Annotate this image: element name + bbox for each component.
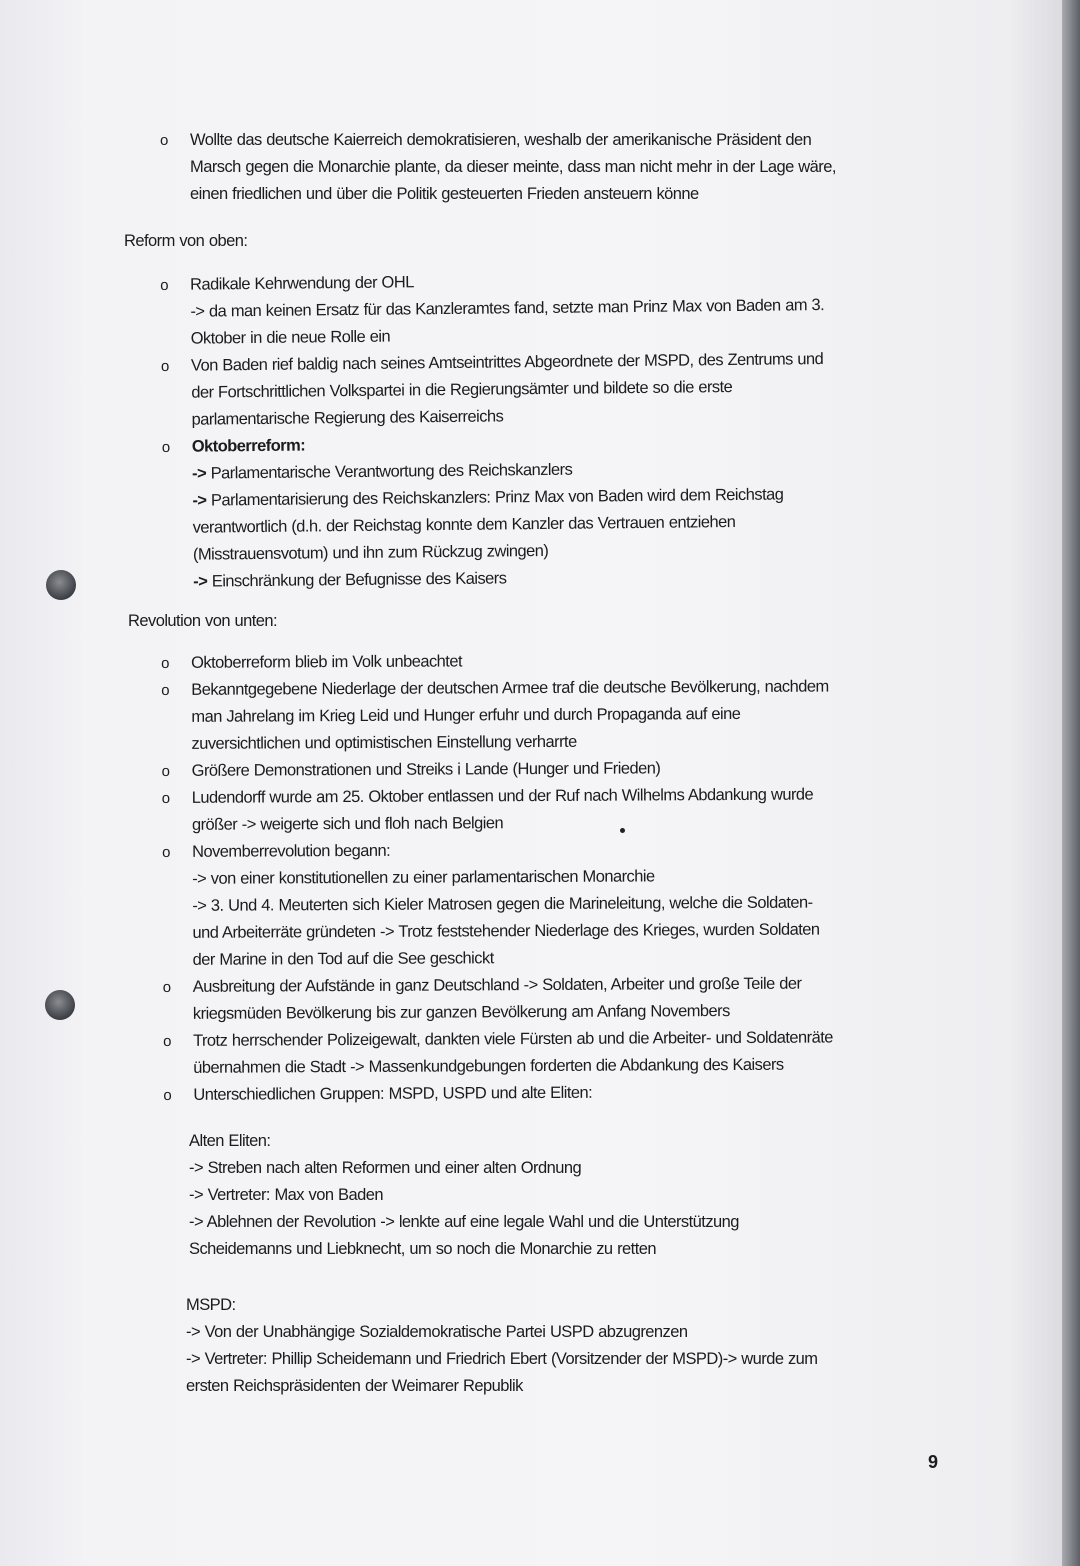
line-text: Marsch gegen die Monarchie plante, da dieser meinte, dass man nicht mehr in der Lage wäre, xyxy=(190,158,836,176)
text-line xyxy=(193,970,833,1000)
text-line xyxy=(190,154,836,181)
line-text: MSPD: xyxy=(186,1296,236,1314)
line-text: Radikale Kehrwendung der OHL xyxy=(190,273,414,294)
list-item xyxy=(160,265,825,353)
list-item xyxy=(162,781,832,839)
line-text: ersten Reichspräsidenten der Weimarer Republik xyxy=(186,1377,523,1395)
text-line xyxy=(189,1128,739,1155)
list-item xyxy=(161,346,826,434)
line-text: -> Von der Unabhängige Sozialdemokratische Partei USPD abzugrenzen xyxy=(186,1323,688,1341)
text-line xyxy=(192,862,832,892)
line-text: Oktoberreform blieb im Volk unbeachtet xyxy=(191,652,463,672)
intro-section xyxy=(160,127,836,208)
line-text: -> 3. Und 4. Meuterten sich Kieler Matrosen gegen die Marineleitung, welche die Soldaten- xyxy=(192,893,813,915)
text-line xyxy=(186,1292,818,1319)
page-edge xyxy=(1062,0,1080,1566)
bullet-icon: o xyxy=(161,654,169,672)
text-line xyxy=(191,727,831,757)
line-text: Trotz herrschender Polizeigewalt, dankten viele Fürsten ab und die Arbeiter- und Soldatenräte xyxy=(192,1028,833,1050)
revolution-section xyxy=(161,646,833,1109)
text-line xyxy=(192,808,832,838)
page-number: 9 xyxy=(928,1452,939,1472)
line-text: -> da man keinen Ersatz für das Kanzleramtes fand, setzte man Prinz Max von Baden am 3. xyxy=(190,296,825,321)
heading-revolution-von-unten: Revolution von unten: xyxy=(128,612,278,630)
text-line xyxy=(189,1182,739,1209)
text-line xyxy=(193,1078,833,1108)
line-text: kriegsmüden Bevölkerung bis zur ganzen Bevölkerung am Anfang Novembers xyxy=(192,1002,730,1023)
line-text: Ludendorff wurde am 25. Oktober entlassen und der Ruf nach Wilhelms Abdankung wurde xyxy=(191,785,814,807)
list-item xyxy=(161,673,831,758)
line-text: -> Vertreter: Phillip Scheidemann und Friedrich Ebert (Vorsitzender der MSPD)-> wurde zum xyxy=(186,1350,818,1368)
line-text: Parlamentarisierung des Reichskanzlers: Prinz Max von Baden wird dem Reichstag xyxy=(206,485,784,510)
bullet-icon: o xyxy=(161,789,170,807)
bullet-icon: o xyxy=(160,132,168,149)
text-line xyxy=(191,673,831,703)
list-item xyxy=(163,1078,833,1109)
bullet-icon: o xyxy=(163,1086,172,1104)
line-text: übernahmen die Stadt -> Massenkundgebungen forderten die Abdankung des Kaisers xyxy=(193,1055,784,1077)
text-line xyxy=(186,1319,818,1346)
line-text: -> Streben nach alten Reformen und einer alten Ordnung xyxy=(189,1159,582,1177)
line-text: der Marine in den Tod auf die See geschickt xyxy=(192,949,494,969)
text-line xyxy=(189,1209,739,1236)
line-text: und Arbeiterräte gründeten -> Trotz feststehender Niederlage des Krieges, wurden Soldaten xyxy=(192,920,820,942)
line-text: man Jahrelang im Krieg Leid und Hunger erfuhr und durch Propaganda auf eine xyxy=(191,704,741,726)
text-line xyxy=(186,1373,818,1400)
bullet-icon: o xyxy=(160,357,169,375)
text-line xyxy=(193,1051,833,1081)
text-line xyxy=(189,1155,739,1182)
text-line xyxy=(192,754,832,784)
line-text: Parlamentarische Verantwortung des Reichskanzlers xyxy=(206,460,573,483)
list-item xyxy=(163,1024,833,1082)
mspd-section xyxy=(186,1292,818,1400)
line-text: Unterschiedlichen Gruppen: MSPD, USPD und alte Eliten: xyxy=(193,1083,593,1104)
list-item xyxy=(162,835,833,974)
list-item xyxy=(162,754,832,785)
line-text: zuversichtlichen und optimistischen Einstellung verharrte xyxy=(191,732,577,753)
text-line xyxy=(190,127,836,154)
line-text: Größere Demonstrationen und Streiks i Lande (Hunger und Frieden) xyxy=(191,759,661,780)
bullet-icon: o xyxy=(161,681,170,699)
bullet-icon: o xyxy=(160,276,169,294)
text-line xyxy=(193,943,833,973)
bullet-icon: o xyxy=(161,762,170,780)
arrow-prefix: -> xyxy=(193,572,208,591)
text-line xyxy=(186,1346,818,1373)
list-item xyxy=(162,427,827,596)
line-text: Wollte das deutsche Kaierreich demokratisieren, weshalb der amerikanische Präsident den xyxy=(190,131,812,149)
text-line xyxy=(190,181,836,208)
line-text: -> Vertreter: Max von Baden xyxy=(189,1186,383,1204)
line-text: verantwortlich (d.h. der Reichstag konnte dem Kanzler das Vertrauen entziehen xyxy=(192,512,736,537)
line-text: größer -> weigerte sich und floh nach Belgien xyxy=(191,814,504,834)
text-line xyxy=(192,781,832,811)
line-text: parlamentarische Regierung des Kaiserreichs xyxy=(191,407,504,429)
text-line xyxy=(193,997,833,1027)
line-text: Oktober in die neue Rolle ein xyxy=(190,327,391,348)
line-text: Einschränkung der Befugnisse des Kaisers xyxy=(207,569,507,591)
line-text: Ausbreitung der Aufstände in ganz Deutschland -> Soldaten, Arbeiter und große Teile der xyxy=(192,974,802,996)
alte-eliten-section xyxy=(189,1128,739,1263)
line-text: Scheidemanns und Liebknecht, um so noch die Monarchie zu retten xyxy=(189,1240,656,1258)
line-text: einen friedlichen und über die Politik gesteuerten Frieden ansteuern könne xyxy=(190,185,699,203)
punch-hole xyxy=(45,990,75,1020)
text-line xyxy=(193,1024,833,1054)
text-line xyxy=(192,916,832,946)
arrow-prefix: -> xyxy=(192,464,207,483)
line-text: Bekanntgegebene Niederlage der deutschen Armee traf die deutsche Bevölkerung, nachdem xyxy=(191,677,829,699)
reform-section xyxy=(160,265,827,596)
line-text: (Misstrauensvotum) und ihn zum Rückzug zwingen) xyxy=(192,541,549,564)
arrow-prefix: -> xyxy=(192,491,207,510)
line-text: der Fortschrittlichen Volkspartei in die Regierungsämter und bildete so die erste xyxy=(191,378,733,402)
punch-hole xyxy=(46,570,76,600)
text-line xyxy=(191,700,831,730)
heading-reform-von-oben: Reform von oben: xyxy=(124,232,248,250)
line-text: -> von einer konstitutionellen zu einer parlamentarischen Monarchie xyxy=(192,867,655,888)
line-text: Alten Eliten: xyxy=(189,1132,271,1150)
line-text: Oktoberreform: xyxy=(191,436,306,456)
list-item xyxy=(161,646,831,677)
list-item xyxy=(163,970,833,1028)
line-text: -> Ablehnen der Revolution -> lenkte auf eine legale Wahl und die Unterstützung xyxy=(189,1213,739,1231)
text-line xyxy=(191,646,831,676)
bullet-icon: o xyxy=(163,1032,171,1050)
bullet-icon: o xyxy=(161,438,170,456)
text-line xyxy=(189,1236,739,1263)
bullet-icon: o xyxy=(162,978,171,996)
bullet-icon: o xyxy=(162,843,170,861)
line-text: Von Baden rief baldig nach seines Amtseintrittes Abgeordnete der MSPD, des Zentrums und xyxy=(190,350,824,375)
text-line xyxy=(192,889,832,919)
list-item xyxy=(160,127,836,208)
text-line xyxy=(192,835,832,865)
line-text: Novemberrevolution begann: xyxy=(192,841,391,861)
